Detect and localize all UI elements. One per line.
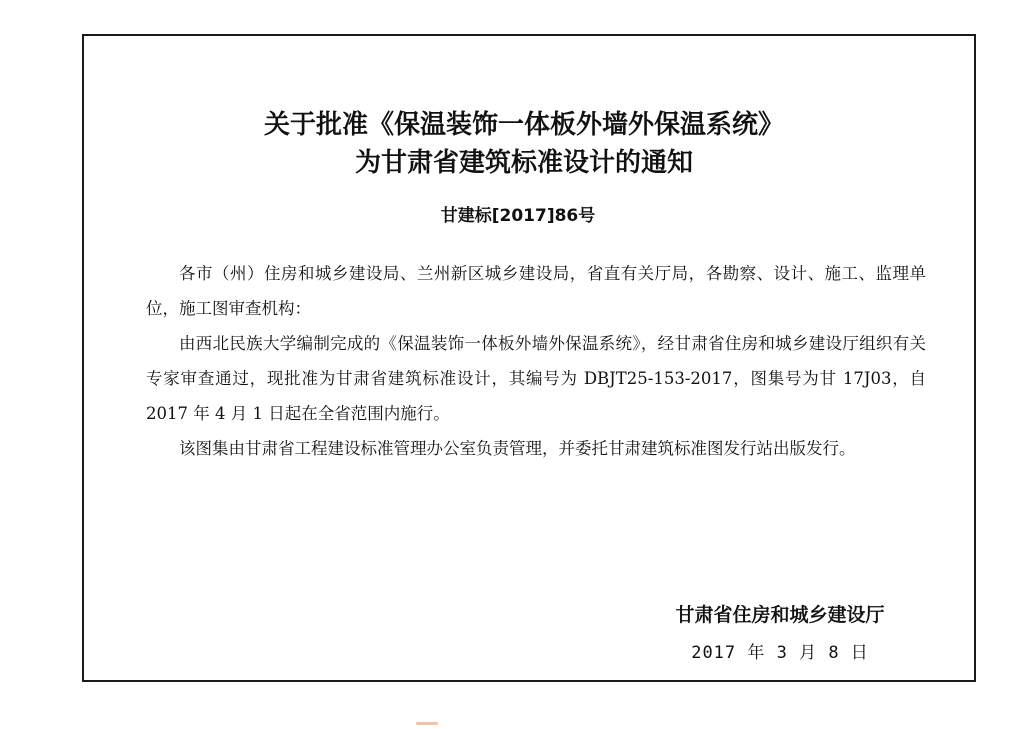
document-number: 甘建标[2017]86号 (440, 206, 596, 226)
signature-organization: 甘肃省住房和城乡建设厅 (675, 604, 885, 626)
document-body (146, 256, 926, 466)
document-title-line-1: 关于批准《保温装饰一体板外墙外保温系统》 (263, 110, 784, 140)
scan-mark (416, 722, 438, 725)
paragraph-management: 该图集由甘肃省工程建设标准管理办公室负责管理，并委托甘肃建筑标准图发行站出版发行。 (179, 439, 856, 458)
paragraph-addressees: 各市（州）住房和城乡建设局、兰州新区城乡建设局，省直有关厅局，各勘察、设计、施工、监理单位，施工图审查机构： (146, 264, 926, 318)
paragraph-approval: 由西北民族大学编制完成的《保温装饰一体板外墙外保温系统》，经甘肃省住房和城乡建设厅组织有关专家审查通过，现批准为甘肃省建筑标准设计，其编号为 DBJT25-153-2017，图集号为甘 17J03，自 2017 年 4 月 1 日起在全省范围内施行。 (146, 334, 926, 423)
signature-date: 2017 年 3 月 8 日 (691, 643, 869, 663)
document-title-line-2: 为甘肃省建筑标准设计的通知 (354, 148, 693, 178)
